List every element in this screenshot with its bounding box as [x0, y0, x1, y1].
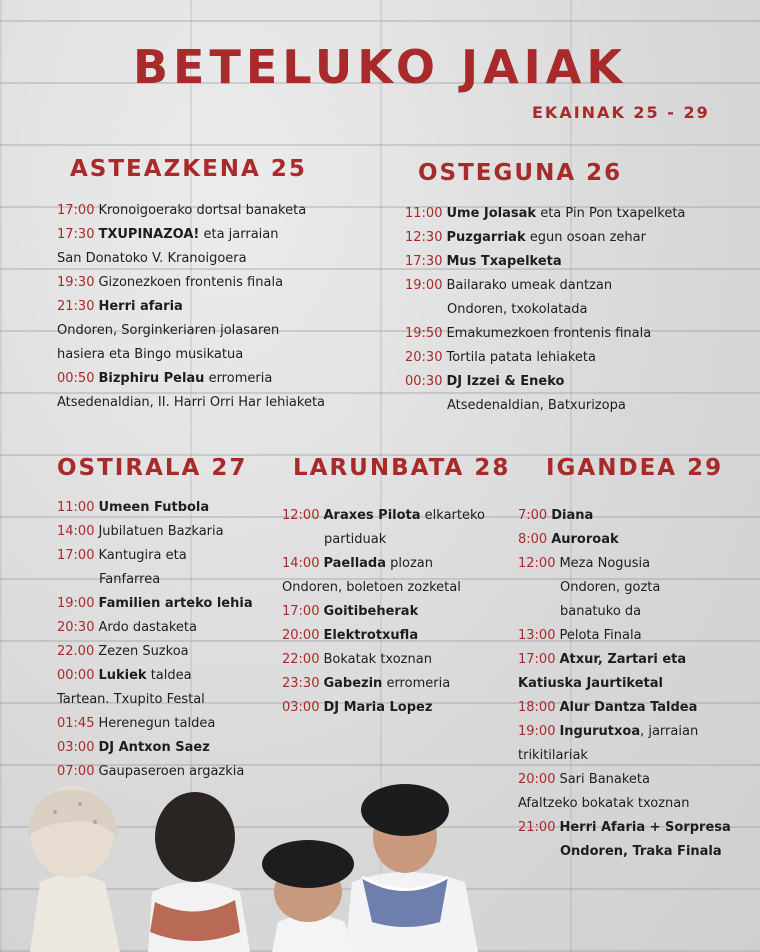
- event-time: 12:30: [405, 230, 443, 245]
- event-time: 01:45: [57, 716, 95, 731]
- event-time: 03:00: [57, 740, 95, 755]
- event-highlight: TXUPINAZOA!: [98, 227, 200, 242]
- event-time: 00:30: [405, 374, 443, 389]
- event-time: 11:00: [57, 500, 95, 515]
- schedule-item: [282, 696, 485, 720]
- schedule-item: [57, 640, 253, 664]
- event-text: Ondoren, txokolatada: [447, 302, 588, 317]
- event-time: 00:00: [57, 668, 95, 683]
- event-highlight: Umeen Futbola: [98, 500, 210, 515]
- schedule-item: [518, 720, 731, 744]
- poster-title: BETELUKO JAIAK: [132, 40, 628, 94]
- children-illustration: [0, 782, 520, 952]
- schedule-item: [282, 576, 485, 600]
- schedule-item: [405, 394, 685, 418]
- schedule-sun: [518, 504, 731, 864]
- event-time: 7:00: [518, 508, 548, 523]
- event-highlight: Goitibeherak: [323, 604, 419, 619]
- event-time: 14:00: [282, 556, 320, 571]
- event-time: 19:00: [57, 596, 95, 611]
- event-text: , jarraian: [640, 724, 699, 739]
- event-highlight: Katiuska Jaurtiketal: [518, 676, 663, 691]
- event-text: Ardo dastaketa: [98, 620, 197, 635]
- schedule-item: [57, 664, 253, 688]
- event-highlight: Herri Afaria + Sorpresa: [559, 820, 731, 835]
- event-text: Meza Nogusia: [559, 556, 651, 571]
- event-text: Tortila patata lehiaketa: [446, 350, 596, 365]
- child-dark-hair-figure: [148, 792, 250, 952]
- event-time: 20:00: [282, 628, 320, 643]
- child-headscarf-figure: [28, 786, 120, 952]
- event-text: egun osoan zehar: [525, 230, 646, 245]
- schedule-item: [57, 568, 253, 592]
- event-time: 03:00: [282, 700, 320, 715]
- event-highlight: Bizphiru Pelau: [98, 371, 205, 386]
- schedule-thu: [405, 202, 685, 418]
- schedule-item: [518, 528, 731, 552]
- event-text: Kantugira eta: [98, 548, 187, 563]
- event-text: Pelota Finala: [559, 628, 642, 643]
- day-heading-sun: IGANDEA 29: [546, 455, 724, 481]
- event-time: 07:00: [57, 764, 95, 779]
- event-highlight: Atxur, Zartari eta: [559, 652, 687, 667]
- event-highlight: Ingurutxoa: [559, 724, 641, 739]
- schedule-item: [57, 271, 325, 295]
- event-text: elkarteko: [420, 508, 486, 523]
- event-time: 21:00: [518, 820, 556, 835]
- day-heading-sat: LARUNBATA 28: [293, 455, 511, 481]
- event-text: Atsedenaldian, Batxurizopa: [447, 398, 626, 413]
- schedule-item: [518, 552, 731, 576]
- event-text: plozan: [386, 556, 433, 571]
- event-highlight: DJ Antxon Saez: [98, 740, 210, 755]
- schedule-item: [57, 736, 253, 760]
- schedule-item: [282, 648, 485, 672]
- event-time: 21:30: [57, 299, 95, 314]
- event-text: eta Pin Pon txapelketa: [536, 206, 686, 221]
- event-highlight: Paellada: [323, 556, 386, 571]
- event-time: 20:00: [518, 772, 556, 787]
- child-beret-figure: [262, 840, 354, 952]
- event-time: 12:00: [518, 556, 556, 571]
- schedule-item: [57, 295, 325, 319]
- schedule-item: [518, 576, 731, 600]
- schedule-item: [518, 816, 731, 840]
- schedule-item: [57, 391, 325, 415]
- schedule-item: [518, 792, 731, 816]
- event-highlight: Mus Txapelketa: [446, 254, 562, 269]
- schedule-item: [57, 319, 325, 343]
- schedule-item: [57, 199, 325, 223]
- schedule-item: [57, 520, 253, 544]
- schedule-item: [518, 648, 731, 672]
- schedule-item: [518, 624, 731, 648]
- schedule-item: [282, 672, 485, 696]
- event-time: 23:30: [282, 676, 320, 691]
- schedule-item: [57, 367, 325, 391]
- schedule-item: [405, 346, 685, 370]
- event-text: Ondoren, Sorginkeriaren jolasaren: [57, 323, 280, 338]
- schedule-item: [518, 672, 731, 696]
- schedule-item: [57, 592, 253, 616]
- schedule-item: [57, 616, 253, 640]
- event-highlight: DJ Izzei & Eneko: [446, 374, 565, 389]
- event-time: 12:00: [282, 508, 320, 523]
- event-highlight: Auroroak: [551, 532, 619, 547]
- event-text: Jubilatuen Bazkaria: [98, 524, 224, 539]
- schedule-item: [518, 600, 731, 624]
- schedule-item: [57, 688, 253, 712]
- event-time: 00:50: [57, 371, 95, 386]
- event-time: 19:30: [57, 275, 95, 290]
- event-text: taldea: [146, 668, 192, 683]
- event-time: 19:00: [405, 278, 443, 293]
- event-time: 20:30: [57, 620, 95, 635]
- event-text: partiduak: [324, 532, 387, 547]
- schedule-fri: [57, 496, 253, 784]
- event-text: erromeria: [204, 371, 273, 386]
- schedule-item: [57, 544, 253, 568]
- event-highlight: Alur Dantza Taldea: [559, 700, 698, 715]
- schedule-item: [405, 322, 685, 346]
- event-time: 17:00: [57, 548, 95, 563]
- event-text: banatuko da: [560, 604, 642, 619]
- schedule-item: [282, 504, 485, 528]
- event-highlight: Familien arteko lehia: [98, 596, 253, 611]
- event-text: Herenegun taldea: [98, 716, 216, 731]
- day-heading-wed: ASTEAZKENA 25: [70, 156, 307, 182]
- child-checkered-scarf-figure: [345, 784, 478, 952]
- event-highlight: Ume Jolasak: [446, 206, 537, 221]
- schedule-item: [282, 624, 485, 648]
- schedule-item: [282, 600, 485, 624]
- day-heading-thu: OSTEGUNA 26: [418, 160, 623, 186]
- event-highlight: Herri afaria: [98, 299, 183, 314]
- event-highlight: Lukiek: [98, 668, 147, 683]
- schedule-wed: [57, 199, 325, 415]
- event-highlight: Araxes Pilota: [323, 508, 421, 523]
- event-text: San Donatoko V. Kranoigoera: [57, 251, 247, 266]
- event-time: 8:00: [518, 532, 548, 547]
- event-text: erromeria: [382, 676, 451, 691]
- event-text: Bailarako umeak dantzan: [446, 278, 613, 293]
- schedule-item: [518, 768, 731, 792]
- event-text: Gizonezkoen frontenis finala: [98, 275, 284, 290]
- event-time: 22:00: [282, 652, 320, 667]
- event-text: trikitilariak: [518, 748, 588, 763]
- event-time: 17:30: [405, 254, 443, 269]
- event-time: 17:00: [57, 203, 95, 218]
- event-text: Bokatak txoznan: [323, 652, 432, 667]
- schedule-item: [282, 528, 485, 552]
- event-highlight: Puzgarriak: [446, 230, 526, 245]
- event-text: eta jarraian: [199, 227, 279, 242]
- event-time: 19:50: [405, 326, 443, 341]
- event-text: Zezen Suzkoa: [98, 644, 189, 659]
- event-time: 17:00: [518, 652, 556, 667]
- schedule-item: [518, 744, 731, 768]
- schedule-item: [57, 760, 253, 784]
- event-text: Tartean. Txupito Festal: [57, 692, 205, 707]
- event-time: 13:00: [518, 628, 556, 643]
- event-text: hasiera eta Bingo musikatua: [57, 347, 244, 362]
- event-highlight: DJ Maria Lopez: [323, 700, 433, 715]
- event-text: Kronoigoerako dortsal banaketa: [98, 203, 307, 218]
- schedule-item: [405, 202, 685, 226]
- schedule-item: [518, 840, 731, 864]
- event-text: Ondoren, gozta: [560, 580, 661, 595]
- event-text: Emakumezkoen frontenis finala: [446, 326, 652, 341]
- event-time: 14:00: [57, 524, 95, 539]
- day-heading-fri: OSTIRALA 27: [57, 455, 248, 481]
- event-text: Ondoren, boletoen zozketal: [282, 580, 461, 595]
- event-highlight: Diana: [551, 508, 594, 523]
- event-text: Fanfarrea: [99, 572, 161, 587]
- schedule-item: [57, 343, 325, 367]
- event-highlight: Ondoren, Traka Finala: [560, 844, 722, 859]
- schedule-item: [405, 370, 685, 394]
- event-time: 17:00: [282, 604, 320, 619]
- event-time: 17:30: [57, 227, 95, 242]
- schedule-item: [57, 247, 325, 271]
- schedule-sat: [282, 504, 485, 720]
- event-time: 20:30: [405, 350, 443, 365]
- schedule-item: [405, 274, 685, 298]
- event-highlight: Gabezin: [323, 676, 383, 691]
- event-time: 19:00: [518, 724, 556, 739]
- schedule-item: [518, 696, 731, 720]
- event-text: Gaupaseroen argazkia: [98, 764, 245, 779]
- event-highlight: Elektrotxufla: [323, 628, 419, 643]
- event-text: Afaltzeko bokatak txoznan: [518, 796, 690, 811]
- event-text: Sari Banaketa: [559, 772, 650, 787]
- event-time: 18:00: [518, 700, 556, 715]
- schedule-item: [518, 504, 731, 528]
- event-time: 22.00: [57, 644, 95, 659]
- event-text: Atsedenaldian, II. Harri Orri Har lehiaketa: [57, 395, 326, 410]
- schedule-item: [405, 250, 685, 274]
- event-time: 11:00: [405, 206, 443, 221]
- schedule-item: [57, 712, 253, 736]
- schedule-item: [57, 223, 325, 247]
- schedule-item: [57, 496, 253, 520]
- festival-dates: EKAINAK 25 - 29: [532, 103, 710, 122]
- schedule-item: [405, 298, 685, 322]
- schedule-item: [405, 226, 685, 250]
- schedule-item: [282, 552, 485, 576]
